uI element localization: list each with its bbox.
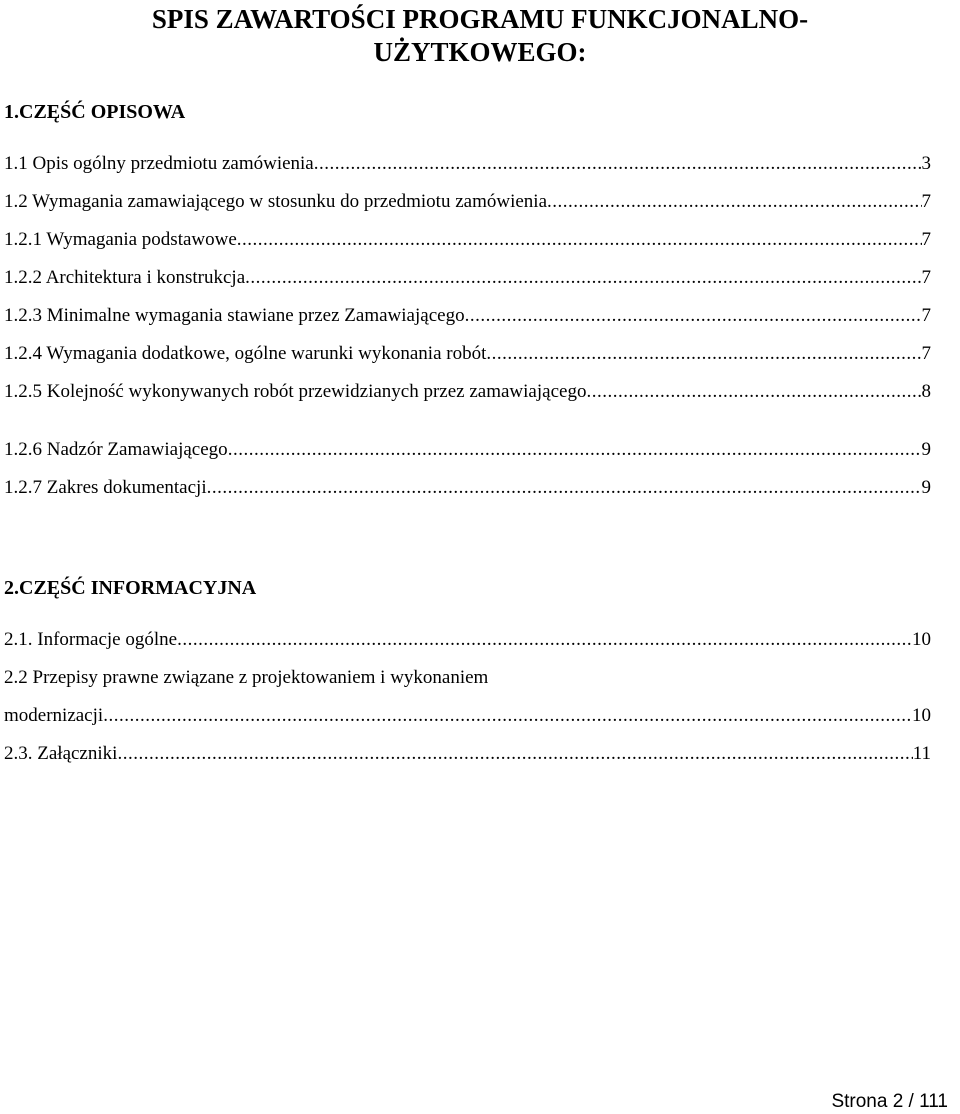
toc-entry-text: 1.2.4 Wymagania dodatkowe, ogólne warunki wykonania robót bbox=[4, 343, 487, 364]
toc-page-number: 7 bbox=[921, 305, 931, 326]
dot-leader bbox=[586, 380, 921, 404]
toc-entry-text: 1.2 Wymagania zamawiającego w stosunku do przedmiotu zamówienia bbox=[4, 191, 548, 212]
section-heading-opisowa: 1.CZĘŚĆ OPISOWA bbox=[4, 101, 186, 123]
document-title-line-1: SPIS ZAWARTOŚCI PROGRAMU FUNKCJONALNO- bbox=[151, 4, 809, 34]
toc-entry-text: 1.2.1 Wymagania podstawowe bbox=[4, 229, 237, 250]
toc-page-number: 10 bbox=[912, 629, 931, 650]
page-number-footer: Strona 2 / 111 bbox=[831, 1091, 948, 1112]
toc-entry[interactable] bbox=[4, 304, 931, 328]
section-heading-informacyjna: 2.CZĘŚĆ INFORMACYJNA bbox=[4, 577, 257, 599]
toc-entry-text: 1.2.6 Nadzór Zamawiającego bbox=[4, 439, 228, 460]
toc-entry-text[interactable]: 2.2 Przepisy prawne związane z projektowaniem i wykonaniem bbox=[4, 667, 489, 688]
dot-leader bbox=[314, 152, 922, 176]
dot-leader bbox=[245, 266, 921, 290]
dot-leader bbox=[237, 228, 922, 252]
toc-entry[interactable] bbox=[4, 190, 931, 214]
dot-leader bbox=[177, 628, 912, 652]
toc-page-number: 8 bbox=[921, 381, 931, 402]
toc-entry-text: 1.1 Opis ogólny przedmiotu zamówienia bbox=[4, 153, 314, 174]
toc-page-number: 3 bbox=[921, 153, 931, 174]
toc-page-number: 11 bbox=[912, 743, 931, 764]
toc-entry[interactable] bbox=[4, 266, 931, 290]
toc-page-number: 10 bbox=[912, 705, 931, 726]
toc-entry[interactable] bbox=[4, 628, 931, 652]
toc-page-number: 7 bbox=[921, 267, 931, 288]
toc-entry-text: 1.2.2 Architektura i konstrukcja bbox=[4, 267, 246, 288]
toc-page-number: 7 bbox=[921, 191, 931, 212]
toc-entry[interactable] bbox=[4, 438, 931, 462]
toc-entry[interactable] bbox=[4, 228, 931, 252]
toc-entry[interactable] bbox=[4, 152, 931, 176]
toc-entry-text: 1.2.3 Minimalne wymagania stawiane przez Zamawiającego bbox=[4, 305, 465, 326]
toc-entry-text: 1.2.7 Zakres dokumentacji bbox=[4, 477, 207, 498]
toc-page-number: 9 bbox=[921, 439, 931, 460]
toc-entry[interactable] bbox=[4, 476, 931, 500]
toc-page-number: 9 bbox=[921, 477, 931, 498]
toc-entry[interactable] bbox=[4, 342, 931, 366]
toc-page-number: 7 bbox=[921, 343, 931, 364]
dot-leader bbox=[207, 476, 922, 500]
toc-entry-text: 1.2.5 Kolejność wykonywanych robót przewidzianych przez zamawiającego bbox=[4, 381, 587, 402]
toc-page-number: 7 bbox=[921, 229, 931, 250]
dot-leader bbox=[228, 438, 922, 462]
toc-entry-text: 2.1. Informacje ogólne bbox=[4, 629, 178, 650]
dot-leader bbox=[103, 704, 912, 728]
toc-entry-text: 2.3. Załączniki bbox=[4, 743, 118, 764]
toc-entry-text: modernizacji bbox=[4, 705, 104, 726]
dot-leader bbox=[547, 190, 921, 214]
toc-entry[interactable] bbox=[4, 380, 931, 404]
dot-leader bbox=[486, 342, 921, 366]
toc-entry-continuation[interactable] bbox=[4, 704, 931, 728]
dot-leader bbox=[117, 742, 912, 766]
dot-leader bbox=[465, 304, 922, 328]
document-title-line-2: UŻYTKOWEGO: bbox=[373, 37, 587, 67]
toc-entry[interactable] bbox=[4, 742, 931, 766]
